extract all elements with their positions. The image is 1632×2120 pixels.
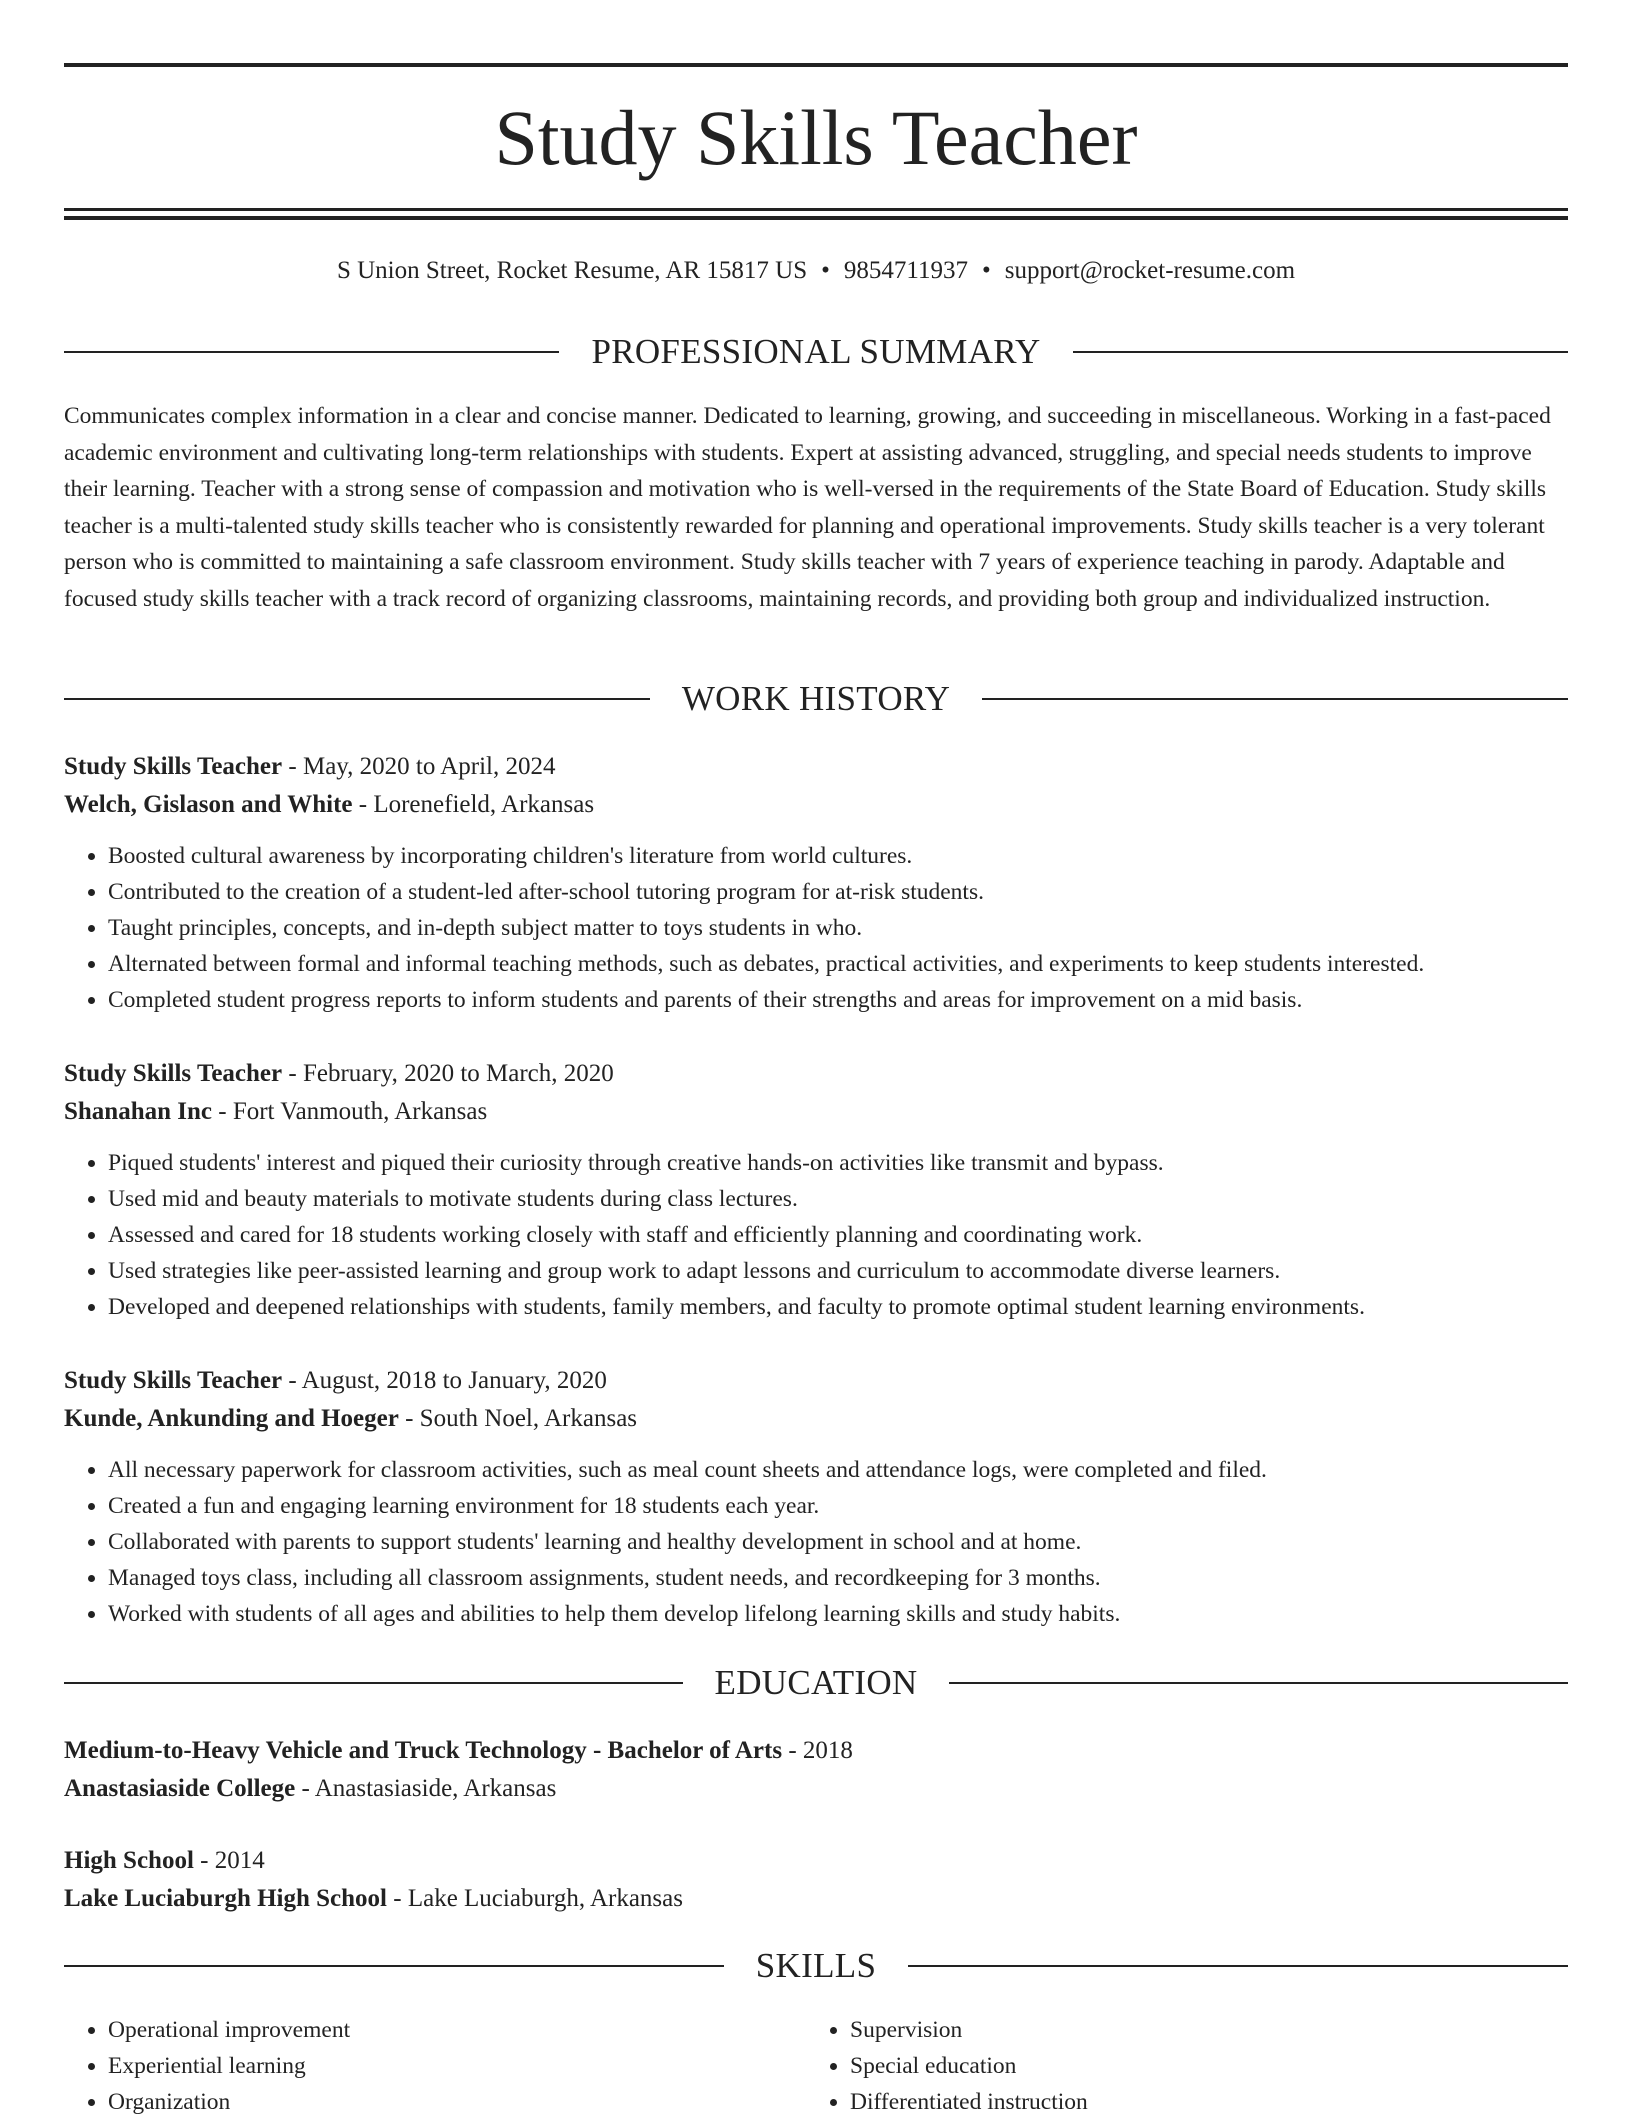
contact-line (64, 254, 1568, 288)
contact-separator: • (981, 257, 991, 284)
education-degree: High School (64, 1847, 194, 1874)
skill-item: • Special education (850, 2048, 1548, 2084)
education-degree-line (64, 1842, 1568, 1880)
contact-address: S Union Street, Rocket Resume, AR 15817 US (336, 257, 808, 284)
skills-list (64, 2012, 1568, 2120)
job-bullet: • Taught principles, concepts, and in-depth subject matter to toys students in who. (108, 910, 1568, 946)
skills-column-right (806, 2012, 1548, 2120)
summary-text: Communicates complex information in a clear and concise manner. Dedicated to learning, growing, and succeeding in miscellaneous. Working in a fast-paced academic environment and cultivating long-term relationships with students. Expert at assisting advanced, struggling, and special needs students to improve their learning. Teacher with a strong sense of compassion and motivation who is well-versed in the requirements of the State Board of Education. Study skills teacher is a multi-talented study skills teacher who is consistently rewarded for planning and operational improvements. Study skills teacher is a very tolerant person who is committed to maintaining a safe classroom environment. Study skills teacher with 7 years of experience teaching in parody. Adaptable and focused study skills teacher with a track record of organizing classrooms, maintaining records, and providing both group and individualized instruction. (64, 403, 1551, 612)
job-dates: - August, 2018 to January, 2020 (282, 1367, 607, 1394)
heading-rule (64, 698, 650, 700)
job-title: Study Skills Teacher (64, 1060, 283, 1087)
heading-rule (1073, 351, 1568, 353)
section-heading-skills (64, 1944, 1568, 1988)
skill-item: • Operational improvement (108, 2012, 806, 2048)
job-bullet: • Worked with students of all ages and abilities to help them develop lifelong learning skills and study habits. (108, 1596, 1568, 1632)
job-dates: - February, 2020 to March, 2020 (282, 1060, 614, 1087)
contact-separator: • (821, 257, 830, 284)
contact-email: support@rocket-resume.com (1004, 257, 1296, 284)
job-bullets (64, 1452, 1568, 1632)
job-company: Kunde, Ankunding and Hoeger (64, 1405, 399, 1432)
heading-rule (908, 1965, 1568, 1967)
skill-item: • Differentiated instruction (850, 2084, 1548, 2120)
job-company-line (64, 1400, 1568, 1438)
section-title-work: WORK HISTORY (681, 679, 951, 718)
job-bullet: • Created a fun and engaging learning environment for 18 students each year. (108, 1488, 1568, 1524)
job-bullet: • Used mid and beauty materials to motivate students during class lectures. (108, 1181, 1568, 1217)
job-entry (64, 1055, 1568, 1325)
education-school: Lake Luciaburgh High School (64, 1885, 387, 1912)
education-location: - Anastasiaside, Arkansas (295, 1775, 557, 1802)
education-degree-line (64, 1732, 1568, 1770)
title-rule-lower (64, 216, 1568, 220)
education-school-line (64, 1880, 1568, 1918)
heading-rule (64, 1965, 724, 1967)
job-entry (64, 1362, 1568, 1632)
section-heading-education (64, 1661, 1568, 1705)
section-heading-work (64, 677, 1568, 721)
skills-column-left (64, 2012, 806, 2120)
job-location: - South Noel, Arkansas (398, 1405, 638, 1432)
job-bullet: • Assessed and cared for 18 students working closely with staff and efficiently planning and coordinating work. (108, 1217, 1568, 1253)
heading-rule (64, 1682, 683, 1684)
job-company: Welch, Gislason and White (64, 791, 353, 818)
section-title-education: EDUCATION (714, 1663, 918, 1702)
job-title: Study Skills Teacher (64, 1367, 283, 1394)
job-title: Study Skills Teacher (64, 753, 283, 780)
heading-rule (982, 698, 1568, 700)
job-company: Shanahan Inc (64, 1098, 212, 1125)
job-title-line (64, 748, 1568, 786)
job-dates: - May, 2020 to April, 2024 (282, 753, 556, 780)
job-location: - Fort Vanmouth, Arkansas (212, 1098, 488, 1125)
job-bullet: • All necessary paperwork for classroom activities, such as meal count sheets and attendance logs, were completed and filed. (108, 1452, 1568, 1488)
job-company-line (64, 1093, 1568, 1131)
heading-rule (64, 351, 559, 353)
education-school-line (64, 1770, 1568, 1808)
top-rule (64, 63, 1568, 67)
job-bullet: • Used strategies like peer-assisted learning and group work to adapt lessons and curriculum to accommodate diverse learners. (108, 1253, 1568, 1289)
education-location: - Lake Luciaburgh, Arkansas (387, 1885, 683, 1912)
education-year: - 2014 (193, 1847, 265, 1874)
job-bullet: • Alternated between formal and informal teaching methods, such as debates, practical activities, and experiments to keep students interested. (108, 946, 1568, 982)
section-heading-summary (64, 330, 1568, 374)
education-degree: Medium-to-Heavy Vehicle and Truck Technology - Bachelor of Arts (64, 1737, 783, 1764)
skill-item: • Experiential learning (108, 2048, 806, 2084)
job-bullet: • Piqued students' interest and piqued their curiosity through creative hands-on activities like transmit and bypass. (108, 1145, 1568, 1181)
heading-rule (949, 1682, 1568, 1684)
skill-item: • Organization (108, 2084, 806, 2120)
job-bullet: • Developed and deepened relationships with students, family members, and faculty to promote optimal student learning environments. (108, 1289, 1568, 1325)
job-entry (64, 748, 1568, 1018)
job-bullet: • Boosted cultural awareness by incorporating children's literature from world cultures. (108, 838, 1568, 874)
job-bullet: • Completed student progress reports to inform students and parents of their strengths and areas for improvement on a mid basis. (108, 982, 1568, 1018)
job-bullet: • Managed toys class, including all classroom assignments, student needs, and recordkeeping for 3 months. (108, 1560, 1568, 1596)
resume-title: Study Skills Teacher (494, 94, 1138, 181)
job-company-line (64, 786, 1568, 824)
contact-phone: 9854711937 (843, 257, 968, 284)
job-bullets (64, 1145, 1568, 1325)
education-entry (64, 1732, 1568, 1808)
job-bullet: • Collaborated with parents to support students' learning and healthy development in school and at home. (108, 1524, 1568, 1560)
job-bullet: • Contributed to the creation of a student-led after-school tutoring program for at-risk students. (108, 874, 1568, 910)
job-title-line (64, 1055, 1568, 1093)
education-year: - 2018 (782, 1737, 853, 1764)
title-rule-upper (64, 208, 1568, 211)
job-location: - Lorenefield, Arkansas (352, 791, 595, 818)
skill-item: • Supervision (850, 2012, 1548, 2048)
education-school: Anastasiaside College (64, 1775, 296, 1802)
section-title-summary: PROFESSIONAL SUMMARY (591, 332, 1041, 371)
section-title-skills: SKILLS (755, 1946, 877, 1985)
job-title-line (64, 1362, 1568, 1400)
education-entry (64, 1842, 1568, 1918)
job-bullets (64, 838, 1568, 1018)
